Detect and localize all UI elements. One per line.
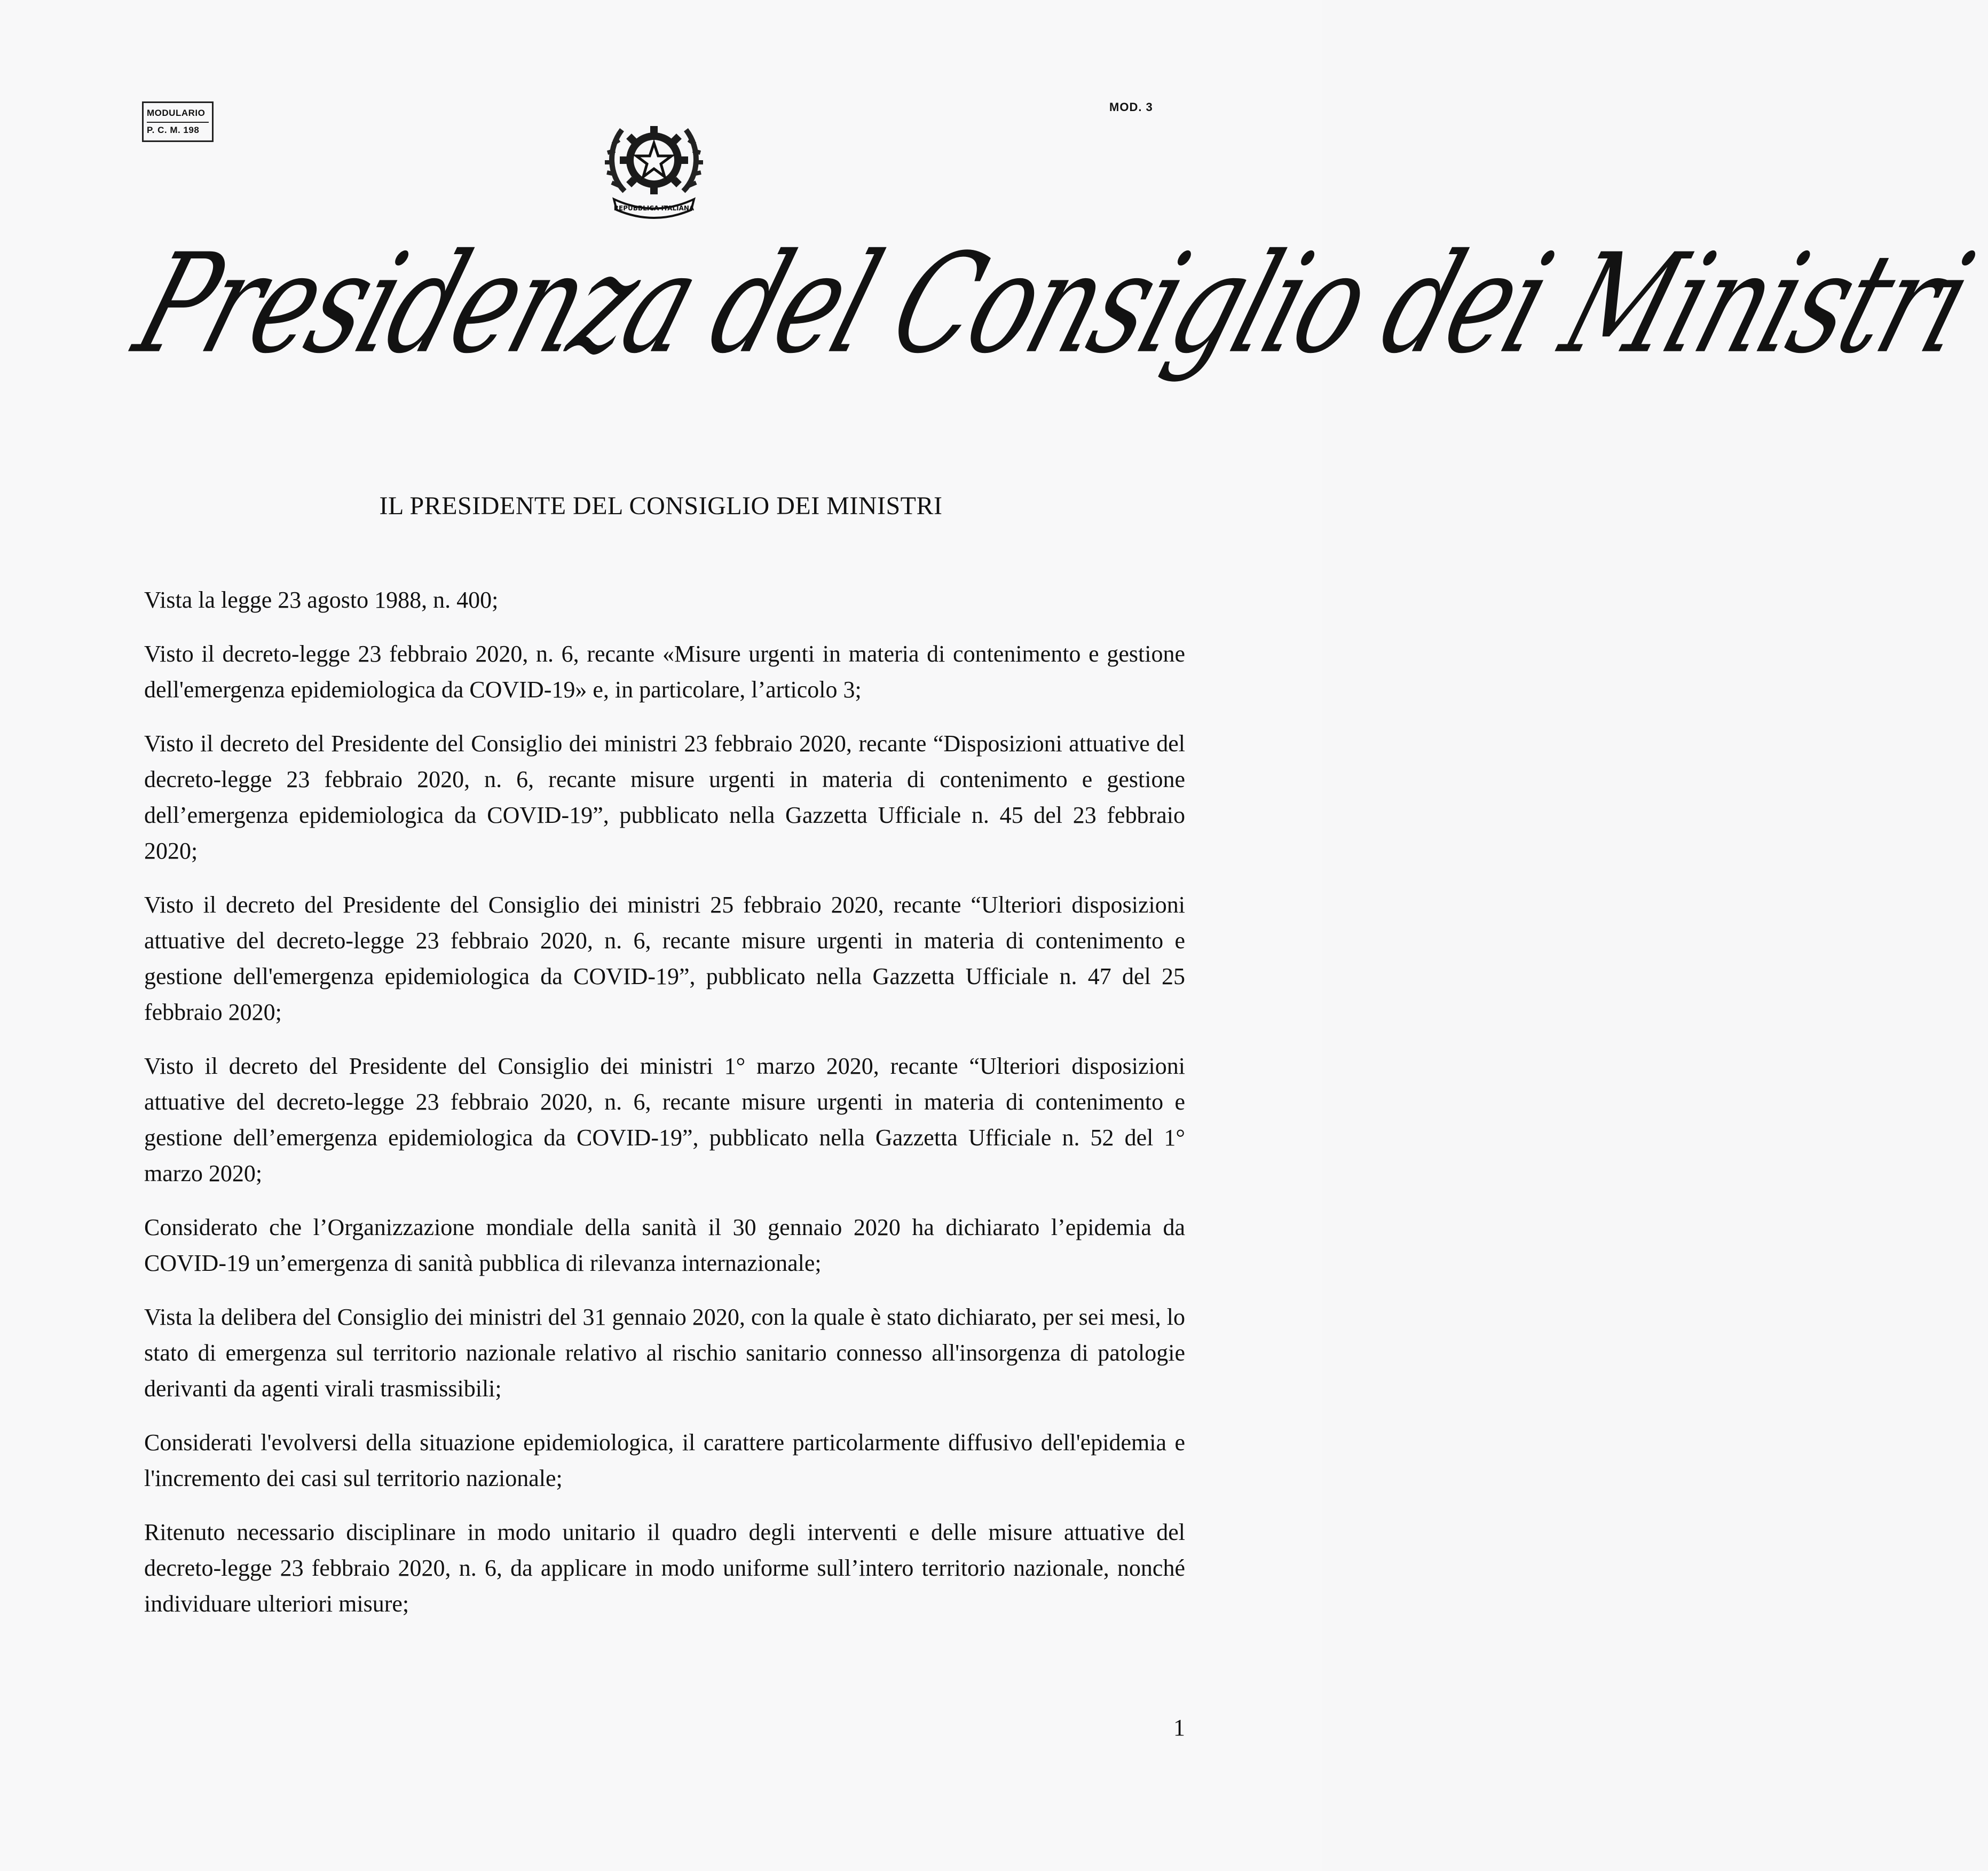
- emblem-ribbon-text: REPUBBLICA ITALIANA: [613, 205, 695, 212]
- paragraph: Vista la legge 23 agosto 1988, n. 400;: [144, 587, 499, 613]
- paragraph: Visto il decreto-legge 23 febbraio 2020, n. 6, recante «Misure urgenti in materia di contenimento e gestione dell'emergenza epidemiologica da COVID-19» e, in particolare, l’articolo 3;: [144, 641, 1185, 703]
- model-label: MOD. 3: [1109, 100, 1153, 114]
- form-code-box: [142, 101, 214, 142]
- form-code-line2: P. C. M. 198: [147, 125, 200, 135]
- form-code-line1: MODULARIO: [147, 106, 209, 123]
- paragraph: Vista la delibera del Consiglio dei ministri del 31 gennaio 2020, con la quale è stato dichiarato, per sei mesi, lo stato di emergenza sul territorio nazionale relativo al rischio sanitario connesso all'insorgenza di patologie derivanti da agenti virali trasmissibili;: [144, 1304, 1185, 1402]
- paragraph: Ritenuto necessario disciplinare in modo unitario il quadro degli interventi e delle misure attuative del decreto-legge 23 febbraio 2020, n. 6, da applicare in modo uniforme sull’intero territorio nazionale, nonché individuare ulteriori misure;: [144, 1519, 1185, 1617]
- page-number: 1: [1173, 1715, 1185, 1741]
- paragraph: Considerati l'evolversi della situazione epidemiologica, il carattere particolarmente diffusivo dell'epidemia e l'incremento dei casi sul territorio nazionale;: [144, 1429, 1185, 1491]
- paragraph: Considerato che l’Organizzazione mondiale della sanità il 30 gennaio 2020 ha dichiarato l’epidemia da COVID-19 un’emergenza di sanità pubblica di rilevanza internazionale;: [144, 1214, 1185, 1276]
- paragraph: Visto il decreto del Presidente del Consiglio dei ministri 23 febbraio 2020, recante “Disposizioni attuative del decreto-legge 23 febbraio 2020, n. 6, recante misure urgenti in materia di contenimento e gestione dell’emergenza epidemiologica da COVID-19”, pubblicato nella Gazzetta Ufficiale n. 45 del 23 febbraio 2020;: [144, 730, 1185, 864]
- document-heading: IL PRESIDENTE DEL CONSIGLIO DEI MINISTRI: [379, 492, 943, 520]
- paragraph: Visto il decreto del Presidente del Consiglio dei ministri 1° marzo 2020, recante “Ulteriori disposizioni attuative del decreto-legge 23 febbraio 2020, n. 6, recante misure urgenti in materia di contenimento e gestione dell’emergenza epidemiologica da COVID-19”, pubblicato nella Gazzetta Ufficiale n. 52 del 1° marzo 2020;: [144, 1053, 1185, 1186]
- document-body: [144, 582, 1185, 1640]
- paragraph: Visto il decreto del Presidente del Consiglio dei ministri 25 febbraio 2020, recante “Ulteriori disposizioni attuative del decreto-legge 23 febbraio 2020, n. 6, recante misure urgenti in materia di contenimento e gestione dell'emergenza epidemiologica da COVID-19”, pubblicato nella Gazzetta Ufficiale n. 47 del 25 febbraio 2020;: [144, 892, 1185, 1025]
- italian-republic-emblem-icon: [603, 111, 705, 218]
- institution-title: Presidenza del Consiglio dei Ministri: [119, 224, 1988, 384]
